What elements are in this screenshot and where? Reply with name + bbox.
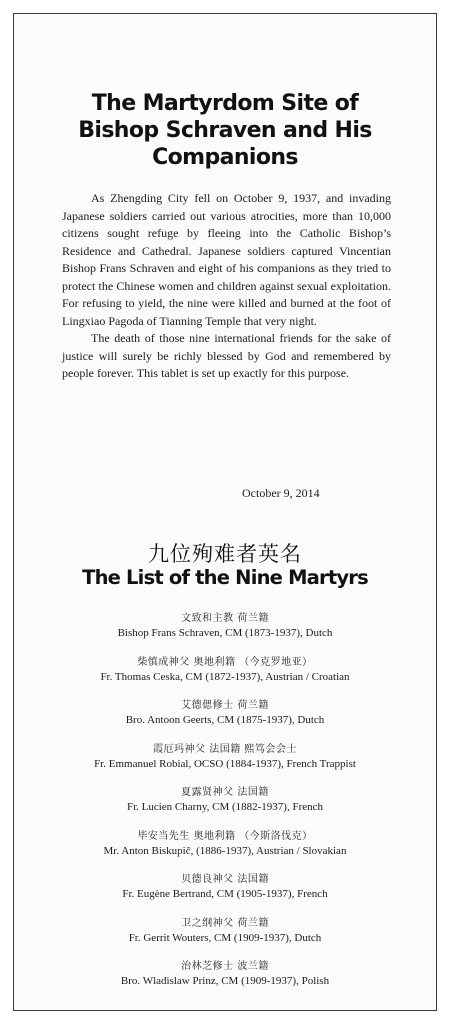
- martyr-name-chinese: 文致和主教 荷兰籍: [181, 613, 269, 624]
- list-title-chinese: 九位殉难者英名: [148, 542, 302, 566]
- martyr-list: [20, 612, 430, 1004]
- martyr-entry: [20, 830, 430, 874]
- martyr-entry: [20, 699, 430, 743]
- martyr-entry: [20, 786, 430, 830]
- martyr-name: Bro. Wladislaw Prinz, CM (1909-1937), Polish: [120, 975, 330, 987]
- martyr-name: Fr. Thomas Ceska, CM (1872-1937), Austrian / Croatian: [100, 670, 350, 683]
- paragraph: As Zhengding City fell on October 9, 1937, and invading Japanese soldiers carried out various atrocities, more than 10,000 citizens sought refuge by fleeing into the Catholic Bishop’s Residence and Cathedral. Japanese soldiers captured Vincentian Bishop Frans Schraven and eight of his companions as they tried to protect the Chinese women and children against sexual exploitation. For refusing to yield, the nine were killed and burned at the foot of Lingxiao Pagoda of Tianning Temple that very night.: [62, 191, 391, 328]
- martyr-entry: [20, 743, 430, 787]
- martyr-name-chinese: 霞厄玛神父 法国籍 熙笃会会士: [153, 743, 297, 755]
- dedication-date: October 9, 2014: [242, 486, 320, 500]
- martyr-name-chinese: 治林芝修士 波兰籍: [181, 961, 269, 972]
- martyr-entry: [20, 656, 430, 700]
- martyr-entry: [20, 917, 430, 961]
- martyr-name-chinese: 柴慎成神父 奥地利籍 （今克罗地亚）: [137, 656, 313, 668]
- martyr-name: Fr. Gerrit Wouters, CM (1909-1937), Dutch: [128, 931, 322, 944]
- list-title: The List of the Nine Martyrs: [82, 566, 368, 589]
- document-title: The Martyrdom Site of Bishop Schraven and His Companions: [78, 91, 372, 170]
- martyr-entry: [20, 612, 430, 656]
- martyr-name: Bishop Frans Schraven, CM (1873-1937), Dutch: [117, 627, 333, 639]
- martyr-name-chinese: 毕安当先生 奥地利籍 （今斯洛伐克）: [137, 830, 313, 842]
- martyr-name: Fr. Lucien Charny, CM (1882-1937), French: [126, 801, 324, 813]
- martyr-name: Mr. Anton Biskupič, (1886-1937), Austrian / Slovakian: [103, 844, 347, 857]
- inscription-body: [62, 190, 391, 383]
- martyr-name-chinese: 夏露贤神父 法国籍: [181, 787, 269, 798]
- martyr-name: Fr. Eugène Bertrand, CM (1905-1937), French: [122, 888, 328, 900]
- martyr-name-chinese: 艾德偲修士 荷兰籍: [181, 700, 269, 711]
- martyr-name: Bro. Antoon Geerts, CM (1875-1937), Dutch: [125, 714, 325, 726]
- paragraph: The death of those nine international friends for the sake of justice will surely be richly blessed by God and remembered by people forever. This tablet is set up exactly for this purpose.: [62, 331, 391, 380]
- martyr-name-chinese: 贝德良神父 法国籍: [181, 874, 269, 885]
- martyr-entry: [20, 873, 430, 917]
- martyr-entry: [20, 960, 430, 1004]
- martyr-name-chinese: 卫之纲神父 荷兰籍: [181, 917, 269, 929]
- martyr-name: Fr. Emmanuel Robial, OCSO (1884-1937), French Trappist: [94, 757, 356, 770]
